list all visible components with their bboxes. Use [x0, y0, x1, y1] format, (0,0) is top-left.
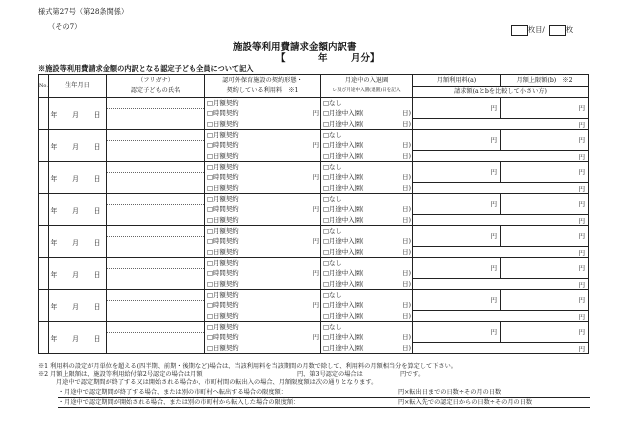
fee-a-field[interactable] — [413, 194, 501, 214]
hourly-contract-checkbox[interactable]: □時間契約 — [207, 109, 239, 118]
header-no: No. — [39, 75, 49, 98]
mid-month-entry-checkbox[interactable]: □月途中入園( — [323, 109, 364, 118]
daily-contract-checkbox[interactable]: □日額契約 — [207, 279, 239, 288]
admission-cell — [321, 322, 413, 354]
daily-contract-checkbox[interactable]: □日額契約 — [207, 119, 239, 128]
hourly-contract-checkbox[interactable]: □時間契約 — [207, 173, 239, 182]
exit-day-label: 日) — [402, 151, 411, 160]
child-name-cell[interactable] — [107, 130, 205, 162]
hourly-contract-checkbox[interactable]: □時間契約 — [207, 269, 239, 278]
claim-field[interactable] — [413, 151, 588, 161]
sub-number: （その7） — [48, 22, 82, 31]
child-name-cell[interactable] — [107, 290, 205, 322]
daily-contract-checkbox[interactable]: □日額契約 — [207, 247, 239, 256]
contract-cell — [205, 322, 321, 354]
admission-cell — [321, 98, 413, 130]
cap-b-yen: 円 — [578, 232, 585, 240]
claim-yen: 円 — [578, 281, 586, 289]
mid-month-entry-checkbox[interactable]: □月途中入園( — [323, 237, 364, 246]
cap-b-field[interactable] — [501, 194, 588, 214]
footer-note-1: ※1 利用料の設定が月単位を超える(四半期、前期・後期など)場合は、当該利用料を当該期間の月数で除して、利用料の月額相当分を算定して下さい。 — [38, 363, 457, 370]
cap-b-yen: 円 — [578, 264, 585, 272]
cap-b-yen: 円 — [578, 296, 585, 304]
fee-a-field[interactable] — [413, 322, 501, 342]
mid-month-exit-checkbox[interactable]: □月途中入園( — [323, 215, 364, 224]
mid-month-entry-checkbox[interactable]: □月途中入園( — [323, 301, 364, 310]
claim-field[interactable] — [413, 311, 588, 321]
fee-a-yen: 円 — [490, 296, 497, 304]
no-admission-checkbox[interactable]: □なし — [323, 99, 342, 108]
admission-cell — [321, 258, 413, 290]
period-open-bracket: 【 — [276, 53, 286, 64]
kana-field[interactable] — [107, 226, 204, 237]
footer-note-4a: ・月途中で認定期間が終了する場合、または別の市町村へ転出する場合の限度額： — [58, 389, 287, 396]
monthly-contract-checkbox[interactable]: □月額契約 — [207, 323, 239, 332]
fee-a-field[interactable] — [413, 130, 501, 150]
birthdate-cell[interactable] — [49, 290, 107, 322]
contract-cell — [205, 162, 321, 194]
entry-day-label: 日) — [402, 205, 411, 214]
birthdate-label: 年 月 日 — [50, 206, 105, 215]
header-name — [107, 75, 205, 98]
birthdate-cell[interactable] — [49, 98, 107, 130]
table-row — [39, 162, 589, 194]
daily-contract-checkbox[interactable]: □日額契約 — [207, 311, 239, 320]
claim-yen: 円 — [578, 313, 586, 321]
row-no-cell[interactable] — [39, 98, 49, 130]
amounts-cell — [413, 98, 589, 130]
no-admission-checkbox[interactable]: □なし — [323, 195, 342, 204]
header-claim: 請求額(aとbを比較して小さい方) — [454, 88, 547, 95]
row-no-cell[interactable] — [39, 194, 49, 226]
name-field[interactable] — [107, 301, 204, 321]
claim-yen: 円 — [578, 153, 586, 161]
mid-month-exit-checkbox[interactable]: □月途中入園( — [323, 151, 364, 160]
claim-yen: 円 — [578, 121, 586, 129]
fee-a-field[interactable] — [413, 258, 501, 278]
contract-cell — [205, 130, 321, 162]
header-contract-line2: 契約している利用料 ※1 — [226, 87, 299, 94]
fee-a-yen: 円 — [490, 168, 497, 176]
amounts-cell — [413, 322, 589, 354]
claim-yen: 円 — [578, 217, 586, 225]
mid-month-entry-checkbox[interactable]: □月途中入園( — [323, 173, 364, 182]
exit-day-label: 日) — [402, 119, 411, 128]
contract-yen-label: 円 — [312, 269, 319, 278]
child-name-cell[interactable] — [107, 162, 205, 194]
no-admission-checkbox[interactable]: □なし — [323, 323, 342, 332]
fee-a-yen: 円 — [490, 264, 497, 272]
kana-field[interactable] — [107, 98, 204, 109]
fee-a-field[interactable] — [413, 98, 501, 118]
daily-contract-checkbox[interactable]: □日額契約 — [207, 183, 239, 192]
mid-month-entry-checkbox[interactable]: □月途中入園( — [323, 333, 364, 342]
header-contract — [205, 75, 321, 98]
cap-b-field[interactable] — [501, 130, 588, 150]
kana-field[interactable] — [107, 194, 204, 205]
monthly-contract-checkbox[interactable]: □月額契約 — [207, 163, 239, 172]
contract-cell — [205, 98, 321, 130]
contract-yen-label: 円 — [312, 333, 319, 342]
row-no-cell[interactable] — [39, 162, 49, 194]
sheet-total-label: 枚 — [566, 25, 574, 34]
entry-day-label: 日) — [402, 333, 411, 342]
mid-month-exit-checkbox[interactable]: □月途中入園( — [323, 183, 364, 192]
fee-a-yen: 円 — [490, 328, 497, 336]
birthdate-label: 年 月 日 — [50, 270, 105, 279]
admission-cell — [321, 162, 413, 194]
fee-a-yen: 円 — [490, 136, 497, 144]
name-field[interactable] — [107, 173, 204, 193]
mid-month-exit-checkbox[interactable]: □月途中入園( — [323, 247, 364, 256]
contract-cell — [205, 258, 321, 290]
footer-note-5b: 円×転入先での認定日からの日数÷その月の日数 — [398, 399, 533, 406]
daily-contract-checkbox[interactable]: □日額契約 — [207, 151, 239, 160]
mid-month-exit-checkbox[interactable]: □月途中入園( — [323, 279, 364, 288]
admission-cell — [321, 130, 413, 162]
table-row — [39, 322, 589, 354]
contract-cell — [205, 194, 321, 226]
mid-month-exit-checkbox[interactable]: □月途中入園( — [323, 119, 364, 128]
cap-b-yen: 円 — [578, 328, 585, 336]
monthly-contract-checkbox[interactable]: □月額契約 — [207, 99, 239, 108]
admission-cell — [321, 194, 413, 226]
monthly-contract-checkbox[interactable]: □月額契約 — [207, 195, 239, 204]
header-admission-line2: レ及び月途中入園(退園)日を記入 — [332, 88, 401, 93]
fee-a-field[interactable] — [413, 162, 501, 182]
kana-field[interactable] — [107, 162, 204, 173]
claim-field[interactable] — [413, 215, 588, 225]
entry-day-label: 日) — [402, 109, 411, 118]
name-field[interactable] — [107, 333, 204, 353]
header-contract-line1: 認可外保育施設の契約形態・ — [222, 77, 303, 84]
footer-note-2c: 円です。 — [400, 371, 425, 378]
name-field[interactable] — [107, 109, 204, 129]
header-amounts — [413, 75, 589, 98]
period-year-label: 年 — [318, 53, 328, 64]
birthdate-cell[interactable] — [49, 162, 107, 194]
row-no-cell[interactable] — [39, 322, 49, 354]
fee-a-field[interactable] — [413, 290, 501, 310]
birthdate-cell[interactable] — [49, 226, 107, 258]
name-field[interactable] — [107, 205, 204, 225]
child-name-cell[interactable] — [107, 258, 205, 290]
claim-field[interactable] — [413, 183, 588, 193]
amounts-cell — [413, 290, 589, 322]
page-title: 施設等利用費請求金額内訳書 — [233, 42, 357, 53]
monthly-contract-checkbox[interactable]: □月額契約 — [207, 291, 239, 300]
name-field[interactable] — [107, 141, 204, 161]
row-no-cell[interactable] — [39, 130, 49, 162]
header-child-name: 認定子どもの氏名 — [130, 87, 181, 94]
contract-yen-label: 円 — [312, 109, 319, 118]
sheet-number-field[interactable] — [511, 25, 528, 36]
no-admission-checkbox[interactable]: □なし — [323, 259, 342, 268]
row-no-cell[interactable] — [39, 226, 49, 258]
cap-b-yen: 円 — [578, 136, 585, 144]
claim-yen: 円 — [578, 345, 586, 353]
contract-cell — [205, 290, 321, 322]
table-header-row — [39, 75, 589, 98]
claim-field[interactable] — [413, 343, 588, 353]
footer-divider-1 — [58, 397, 590, 398]
admission-cell — [321, 226, 413, 258]
table-row — [39, 130, 589, 162]
row-no-cell[interactable] — [39, 258, 49, 290]
claim-field[interactable] — [413, 279, 588, 289]
hourly-contract-checkbox[interactable]: □時間契約 — [207, 301, 239, 310]
exit-day-label: 日) — [402, 279, 411, 288]
child-name-cell[interactable] — [107, 322, 205, 354]
sheet-label: 枚目/ — [528, 25, 545, 34]
cap-b-field[interactable] — [501, 98, 588, 118]
header-kana: （フリガナ） — [137, 77, 174, 84]
exit-day-label: 日) — [402, 183, 411, 192]
cap-b-field[interactable] — [501, 322, 588, 342]
kana-field[interactable] — [107, 322, 204, 333]
cap-b-yen: 円 — [578, 168, 585, 176]
mid-month-exit-checkbox[interactable]: □月途中入園( — [323, 343, 364, 352]
birthdate-cell[interactable] — [49, 194, 107, 226]
child-name-cell[interactable] — [107, 226, 205, 258]
claim-field[interactable] — [413, 247, 588, 257]
cap-b-field[interactable] — [501, 162, 588, 182]
exit-day-label: 日) — [402, 247, 411, 256]
form-number: 様式第27号（第28条関係） — [38, 7, 129, 16]
birthdate-label: 年 月 日 — [50, 302, 105, 311]
contract-yen-label: 円 — [312, 205, 319, 214]
name-field[interactable] — [107, 269, 204, 289]
amounts-cell — [413, 258, 589, 290]
contract-yen-label: 円 — [312, 301, 319, 310]
footer-note-5a: ・月途中で認定期間が開始される場合、または別の市町村から転入した場合の限度額： — [58, 399, 300, 406]
birthdate-cell[interactable] — [49, 322, 107, 354]
header-cap-b: 月額上限額(b) ※2 — [516, 77, 573, 84]
instruction-note: ※施設等利用費請求金額の内訳となる認定子ども全員について記入 — [38, 64, 254, 73]
admission-cell — [321, 290, 413, 322]
child-name-cell[interactable] — [107, 194, 205, 226]
table-row — [39, 194, 589, 226]
exit-day-label: 日) — [402, 215, 411, 224]
amounts-cell — [413, 162, 589, 194]
no-admission-checkbox[interactable]: □なし — [323, 163, 342, 172]
cap-b-yen: 円 — [578, 104, 585, 112]
cap-b-field[interactable] — [501, 226, 588, 246]
fee-a-yen: 円 — [490, 232, 497, 240]
contract-cell — [205, 226, 321, 258]
footer-divider-2 — [58, 407, 590, 408]
no-admission-checkbox[interactable]: □なし — [323, 291, 342, 300]
exit-day-label: 日) — [402, 343, 411, 352]
hourly-contract-checkbox[interactable]: □時間契約 — [207, 333, 239, 342]
contract-yen-label: 円 — [312, 237, 319, 246]
monthly-contract-checkbox[interactable]: □月額契約 — [207, 131, 239, 140]
header-admission — [321, 75, 413, 98]
monthly-contract-checkbox[interactable]: □月額契約 — [207, 259, 239, 268]
mid-month-entry-checkbox[interactable]: □月途中入園( — [323, 205, 364, 214]
claim-yen: 円 — [578, 185, 586, 193]
entry-day-label: 日) — [402, 269, 411, 278]
header-fee-a: 月額利用料(a) — [413, 75, 501, 86]
row-no-cell[interactable] — [39, 290, 49, 322]
claim-breakdown-table — [38, 74, 589, 354]
table-row — [39, 290, 589, 322]
kana-field[interactable] — [107, 130, 204, 141]
fee-a-field[interactable] — [413, 226, 501, 246]
cap-b-field[interactable] — [501, 290, 588, 310]
hourly-contract-checkbox[interactable]: □時間契約 — [207, 141, 239, 150]
contract-yen-label: 円 — [312, 173, 319, 182]
table-row — [39, 98, 589, 130]
fee-a-yen: 円 — [490, 104, 497, 112]
hourly-contract-checkbox[interactable]: □時間契約 — [207, 205, 239, 214]
monthly-contract-checkbox[interactable]: □月額契約 — [207, 227, 239, 236]
claim-field[interactable] — [413, 119, 588, 129]
sheet-total-field[interactable] — [549, 25, 566, 36]
birthdate-label: 年 月 日 — [50, 238, 105, 247]
footer-note-2a: ※2 月額上限額は、施設等利用給付第2号認定の場合は月額 — [38, 371, 203, 378]
header-admission-line1: 月途中の入退園 — [344, 77, 389, 84]
birthdate-cell[interactable] — [49, 258, 107, 290]
table-row — [39, 258, 589, 290]
contract-yen-label: 円 — [312, 141, 319, 150]
birthdate-label: 年 月 日 — [50, 142, 105, 151]
cap-b-field[interactable] — [501, 258, 588, 278]
no-admission-checkbox[interactable]: □なし — [323, 131, 342, 140]
period-month-label: 月分】 — [351, 53, 380, 64]
entry-day-label: 日) — [402, 141, 411, 150]
mid-month-exit-checkbox[interactable]: □月途中入園( — [323, 311, 364, 320]
table-row — [39, 226, 589, 258]
no-admission-checkbox[interactable]: □なし — [323, 227, 342, 236]
daily-contract-checkbox[interactable]: □日額契約 — [207, 343, 239, 352]
amounts-cell — [413, 226, 589, 258]
birthdate-label: 年 月 日 — [50, 110, 105, 119]
amounts-cell — [413, 194, 589, 226]
hourly-contract-checkbox[interactable]: □時間契約 — [207, 237, 239, 246]
exit-day-label: 日) — [402, 311, 411, 320]
birthdate-label: 年 月 日 — [50, 334, 105, 343]
mid-month-entry-checkbox[interactable]: □月途中入園( — [323, 269, 364, 278]
birthdate-cell[interactable] — [49, 130, 107, 162]
entry-day-label: 日) — [402, 301, 411, 310]
birthdate-label: 年 月 日 — [50, 174, 105, 183]
cap-b-yen: 円 — [578, 200, 585, 208]
name-field[interactable] — [107, 237, 204, 257]
fee-a-yen: 円 — [490, 200, 497, 208]
entry-day-label: 日) — [402, 237, 411, 246]
mid-month-entry-checkbox[interactable]: □月途中入園( — [323, 141, 364, 150]
footer-note-2b: 円、第3号認定の場合は — [297, 371, 363, 378]
footer-note-3: 月途中で認定期間が終了する又は開始される場合か、市町村間の転出入の場合、月額限度額は次の通りとなります。 — [56, 379, 378, 386]
daily-contract-checkbox[interactable]: □日額契約 — [207, 215, 239, 224]
header-birthdate: 生年月日 — [49, 75, 107, 98]
kana-field[interactable] — [107, 258, 204, 269]
child-name-cell[interactable] — [107, 98, 205, 130]
footer-note-4b: 円×転出日までの日数÷その月の日数 — [398, 389, 502, 396]
kana-field[interactable] — [107, 290, 204, 301]
entry-day-label: 日) — [402, 173, 411, 182]
amounts-cell — [413, 130, 589, 162]
claim-yen: 円 — [578, 249, 586, 257]
